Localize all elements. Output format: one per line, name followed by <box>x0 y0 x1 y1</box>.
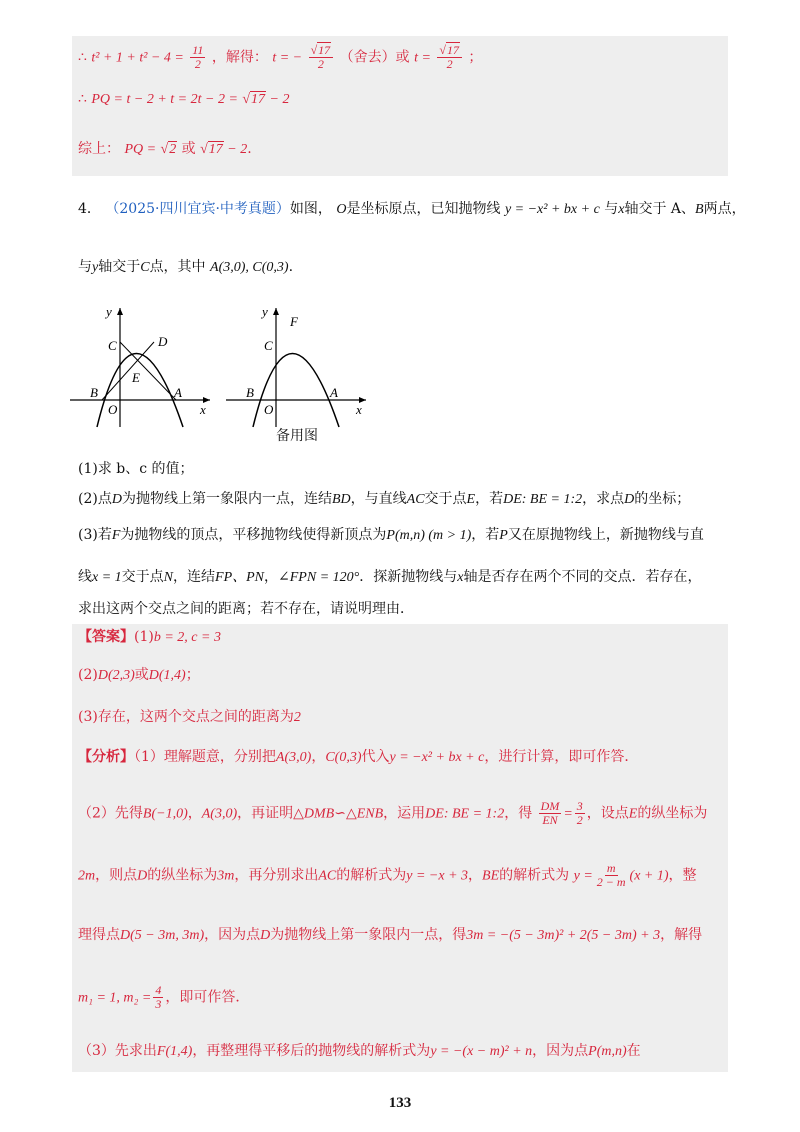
fig2-label-x: x <box>356 402 362 417</box>
fig1-label-O: O <box>108 402 118 417</box>
fig1-label-E: E <box>132 370 140 385</box>
figure-1 <box>70 302 220 432</box>
answer-line-1: 【答案】(1)b = 2, c = 3 <box>78 629 221 645</box>
fig1-label-D: D <box>158 334 168 349</box>
answer-line-2: (2)D(2,3)或D(1,4)； <box>78 667 200 683</box>
answer-line-3: (3)存在，这两个交点之间的距离为2 <box>78 709 301 725</box>
question-1: (1)求 b、c 的值； <box>78 461 194 477</box>
solution-line-1: ∴ t² + 1 + t² − 4 = $\frac{11}{2}$ ，解得： t = − $\frac{√17}{2}$ （舍去）或 t = $\frac{√17}{2}$ ； <box>78 43 483 71</box>
analysis-line-5: m₁ = 1, m₂ = $\frac{4}{3}$ ，即可作答． <box>78 983 250 1011</box>
figure-caption: 备用图 <box>276 428 318 444</box>
fig2-label-y: y <box>262 304 268 319</box>
fig2-label-C: C <box>264 338 273 353</box>
question-3-line-3: 求出这两个交点之间的距离；若不存在，请说明理由． <box>78 601 414 617</box>
problem-line-1: 4． （2025·四川宜宾·中考真题）如图， O是坐标原点，已知抛物线 y = −x² + bx + c 与x轴交于 A、B两点， <box>78 201 746 217</box>
fig2-label-O: O <box>264 402 274 417</box>
fig1-label-A: A <box>174 385 182 400</box>
fig1-label-B: B <box>90 385 98 400</box>
analysis-label: 【分析】 <box>78 749 134 765</box>
problem-source: （2025·四川宜宾·中考真题） <box>105 201 290 217</box>
page-number: 133 <box>388 1095 412 1111</box>
fig2-label-A: A <box>330 385 338 400</box>
analysis-line-2: （2）先得B(−1,0)，A(3,0)，再证明△DMB∽△ENB，运用DE: BE = 1:2，得 $\frac{DM}{EN}$ = $\frac{3}{2}$ ，设点E的纵坐标为 <box>78 799 708 827</box>
question-3-line-1: (3)若F为抛物线的顶点，平移抛物线使得新顶点为P(m,n) (m > 1)，若P又在原抛物线上，新抛物线与直 <box>78 527 704 543</box>
analysis-line-4: 理得点D(5 − 3m, 3m)，因为点D为抛物线上第一象限内一点，得3m = −(5 − 3m)² + 2(5 − 3m) + 3，解得 <box>78 927 703 943</box>
question-3-line-2: 线x = 1交于点N，连结FP、PN，∠FPN = 120°．探新抛物线与x轴是否存在两个不同的交点．若存在， <box>78 569 702 585</box>
answer-label: 【答案】 <box>78 629 134 645</box>
problem-line-2: 与y轴交于C点，其中 A(3,0), C(0,3). <box>78 259 294 275</box>
therefore-symbol: ∴ <box>78 49 87 66</box>
fig1-label-x: x <box>200 402 206 417</box>
fig2-label-F: F <box>290 314 298 329</box>
fig1-label-y: y <box>106 304 112 319</box>
figure-2 <box>226 302 376 432</box>
analysis-line-3: 2m，则点D的纵坐标为3m，再分别求出AC的解析式为y = −x + 3，BE的解析式为 y = $\frac{m}{2 - m}$ (x + 1)，整 <box>78 861 697 889</box>
analysis-line-6: （3）先求出F(1,4)，再整理得平移后的抛物线的解析式为y = −(x − m)² + n，因为点P(m,n)在 <box>78 1043 641 1059</box>
fraction: $\frac{11}{2}$ <box>192 43 204 71</box>
analysis-line-1: 【分析】（1）理解题意，分别把A(3,0)，C(0,3)代入y = −x² + bx + c，进行计算，即可作答． <box>78 749 639 765</box>
question-2: (2)点D为抛物线上第一象限内一点，连结BD，与直线AC交于点E，若DE: BE = 1:2，求点D的坐标； <box>78 491 691 507</box>
problem-number: 4． <box>78 201 101 217</box>
fig2-label-B: B <box>246 385 254 400</box>
solution-line-3: 综上： PQ = √2 或 √17 − 2. <box>78 141 252 157</box>
solution-line-2: ∴ PQ = t − 2 + t = 2t − 2 = √17 − 2 <box>78 91 290 107</box>
fig1-label-C: C <box>108 338 117 353</box>
